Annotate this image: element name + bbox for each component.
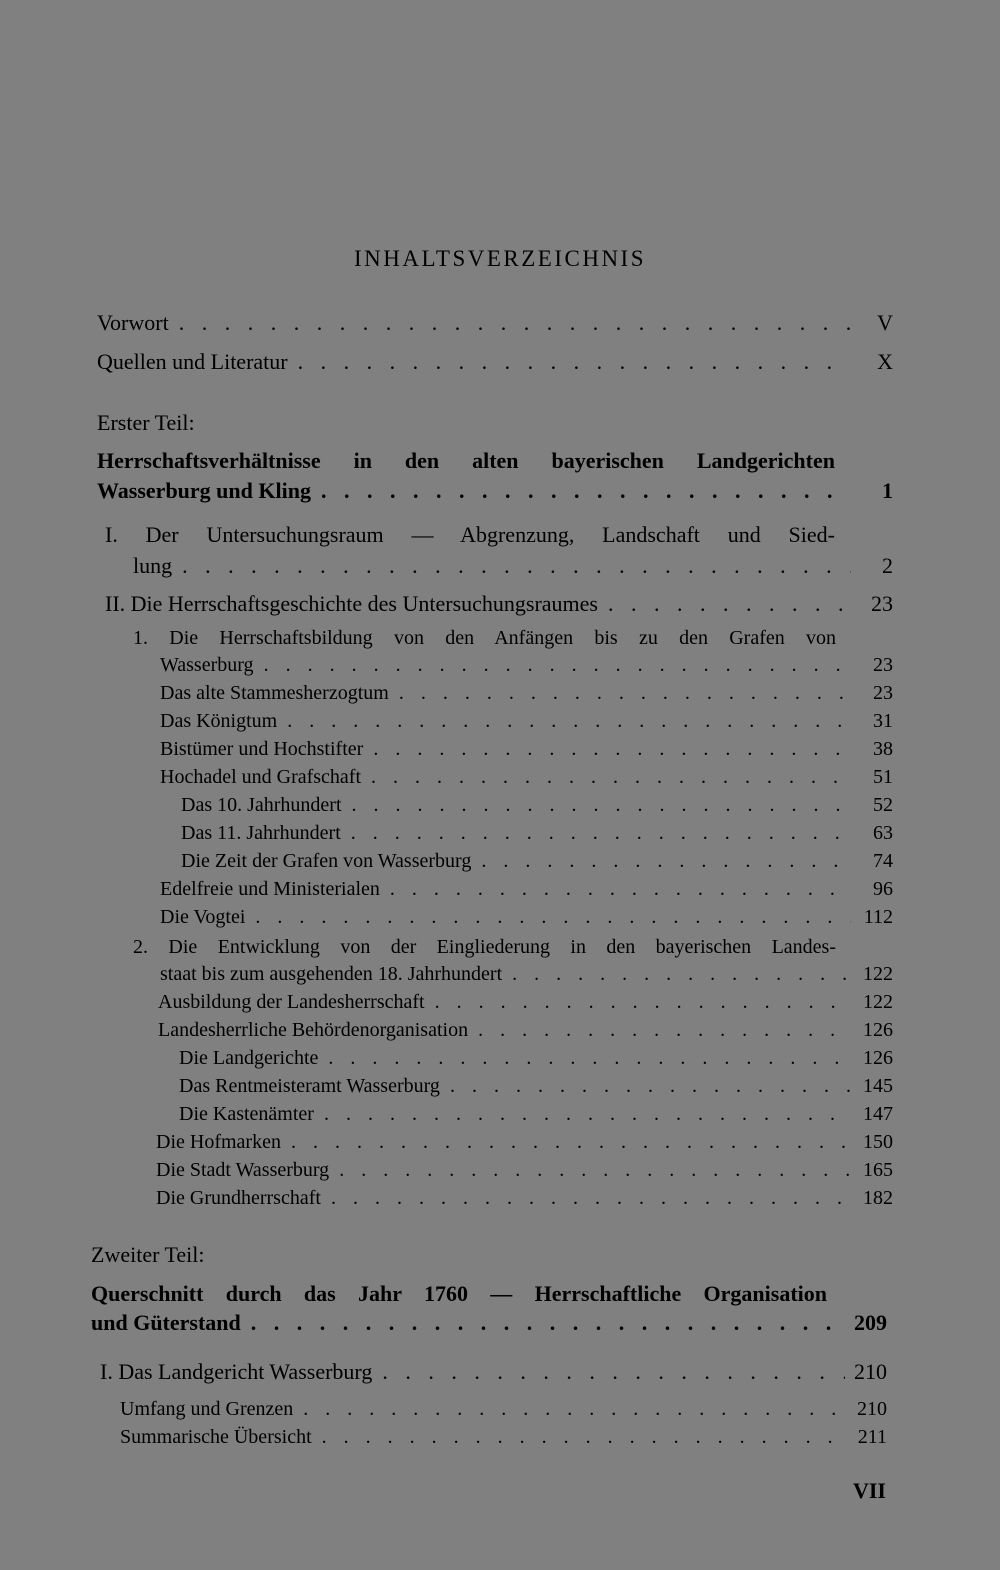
part1-title-line1: Herrschaftsverhältnisse in den alten bayerischen Landgerichten [97, 448, 835, 473]
entry-title: Ausbildung der Landesherrschaft [158, 991, 425, 1013]
entry-title: Summarische Übersicht [120, 1426, 312, 1448]
toc-entry [156, 1159, 893, 1182]
entry-page: 74 [873, 850, 893, 872]
entry-title: Die Zeit der Grafen von Wasserburg [181, 850, 472, 872]
leader-dots [303, 1398, 845, 1421]
page-number: VII [852, 1478, 886, 1503]
entry-title: staat bis zum ausgehenden 18. Jahrhundert [160, 963, 503, 985]
entry-title: Hochadel und Grafschaft [160, 766, 362, 788]
entry-page: 145 [863, 1075, 893, 1097]
toc-entry [156, 1187, 893, 1210]
entry-page: 210 [854, 1359, 887, 1384]
leader-dots [324, 1103, 851, 1126]
entry-page: 51 [873, 766, 893, 788]
entry-title: Die Stadt Wasserburg [156, 1159, 330, 1181]
toc-entry-quellen [97, 349, 893, 375]
toc-entry-part1 [97, 478, 893, 504]
entry-page: 38 [873, 738, 893, 760]
leader-dots [608, 591, 851, 617]
toc-entry [160, 738, 893, 761]
entry-title: II. Die Herrschaftsgeschichte des Untersuchungsraumes [105, 591, 598, 616]
toc-entry [158, 1019, 893, 1042]
toc-entry [120, 1398, 887, 1421]
toc-entry [160, 682, 893, 705]
leader-dots [328, 1047, 851, 1070]
chapter1-line1: I. Der Untersuchungsraum — Abgrenzung, Landschaft und Sied- [105, 522, 835, 547]
leader-dots [291, 1131, 851, 1154]
entry-page: 182 [863, 1187, 893, 1209]
toc-entry [181, 850, 893, 873]
entry-page: 122 [863, 963, 893, 985]
entry-page: 209 [854, 1310, 887, 1335]
entry-title: Das Königtum [160, 710, 278, 732]
entry-page: 31 [873, 710, 893, 732]
toc-entry-chapter2 [105, 591, 893, 617]
entry-title: lung [133, 553, 173, 578]
toc-entry [156, 1131, 893, 1154]
section1-line1: 1. Die Herrschaftsbildung von den Anfängen bis zu den Grafen von [133, 627, 836, 649]
leader-dots [179, 310, 851, 336]
entry-title: Landesherrliche Behördenorganisation [158, 1019, 469, 1041]
entry-title: Die Kastenämter [179, 1103, 314, 1125]
entry-page: 150 [863, 1131, 893, 1153]
entry-title: Vorwort [97, 310, 169, 335]
leader-dots [255, 906, 851, 929]
leader-dots [450, 1075, 851, 1098]
entry-page: 2 [882, 553, 893, 578]
leader-dots [298, 349, 851, 375]
toc-entry-vorwort [97, 310, 893, 336]
part2-label: Zweiter Teil: [91, 1242, 205, 1267]
toc-entry [120, 1426, 887, 1449]
entry-title: Wasserburg [160, 654, 254, 676]
leader-dots [435, 991, 851, 1014]
toc-entry [179, 1047, 893, 1070]
entry-page: 1 [882, 478, 893, 503]
entry-title: Das 11. Jahrhundert [181, 822, 341, 844]
entry-page: 23 [873, 654, 893, 676]
leader-dots [399, 682, 851, 705]
entry-page: 112 [863, 906, 893, 928]
leader-dots [382, 1359, 845, 1385]
entry-title: Das 10. Jahrhundert [181, 794, 342, 816]
entry-title: Umfang und Grenzen [120, 1398, 294, 1420]
entry-title: Die Grundherrschaft [156, 1187, 321, 1209]
entry-page: 165 [863, 1159, 893, 1181]
part2-title-line1: Querschnitt durch das Jahr 1760 — Herrschaftliche Organisation [91, 1281, 827, 1306]
toc-entry-section2 [160, 963, 893, 986]
leader-dots [287, 710, 851, 733]
leader-dots [481, 850, 851, 873]
entry-page: 52 [873, 794, 893, 816]
leader-dots [373, 738, 851, 761]
entry-page: 23 [871, 591, 893, 616]
section2-line1: 2. Die Entwicklung von der Eingliederung in den bayerischen Landes- [133, 936, 836, 958]
entry-page: 96 [873, 878, 893, 900]
toc-entry [160, 766, 893, 789]
entry-page: 210 [857, 1398, 887, 1420]
leader-dots [251, 1310, 845, 1336]
leader-dots [512, 963, 851, 986]
leader-dots [390, 878, 851, 901]
toc-entry [160, 710, 893, 733]
leader-dots [182, 553, 851, 579]
toc-entry-chapter1 [133, 553, 893, 579]
toc-entry [181, 822, 893, 845]
part1-label: Erster Teil: [97, 410, 195, 435]
toc-entry [160, 906, 893, 929]
toc-entry [179, 1075, 893, 1098]
entry-title: und Güterstand [91, 1310, 241, 1335]
toc-entry [160, 878, 893, 901]
toc-entry-part2 [91, 1310, 887, 1336]
toc-heading: INHALTSVERZEICHNIS [353, 246, 647, 271]
leader-dots [321, 478, 851, 504]
leader-dots [371, 766, 851, 789]
entry-title: Wasserburg und Kling [97, 478, 311, 503]
entry-page: 126 [863, 1047, 893, 1069]
entry-title: Edelfreie und Ministerialen [160, 878, 380, 900]
toc-entry-part2-chapter1 [100, 1359, 887, 1385]
entry-title: Das Rentmeisteramt Wasserburg [179, 1075, 440, 1097]
leader-dots [339, 1159, 851, 1182]
entry-title: Die Landgerichte [179, 1047, 319, 1069]
entry-page: X [877, 349, 893, 374]
toc-entry [181, 794, 893, 817]
toc-entry-section1 [160, 654, 893, 677]
entry-page: 126 [863, 1019, 893, 1041]
leader-dots [351, 822, 851, 845]
leader-dots [478, 1019, 851, 1042]
entry-page: 211 [857, 1426, 887, 1448]
entry-title: Die Vogtei [160, 906, 246, 928]
leader-dots [322, 1426, 845, 1449]
entry-page: 147 [863, 1103, 893, 1125]
entry-page: 122 [863, 991, 893, 1013]
leader-dots [264, 654, 851, 677]
entry-page: V [877, 310, 893, 335]
entry-title: I. Das Landgericht Wasserburg [100, 1359, 373, 1384]
entry-title: Die Hofmarken [156, 1131, 281, 1153]
leader-dots [331, 1187, 851, 1210]
entry-title: Das alte Stammesherzogtum [160, 682, 389, 704]
entry-title: Quellen und Literatur [97, 349, 288, 374]
entry-page: 23 [873, 682, 893, 704]
toc-entry [179, 1103, 893, 1126]
entry-page: 63 [873, 822, 893, 844]
entry-title: Bistümer und Hochstifter [160, 738, 364, 760]
leader-dots [352, 794, 851, 817]
toc-entry [158, 991, 893, 1014]
